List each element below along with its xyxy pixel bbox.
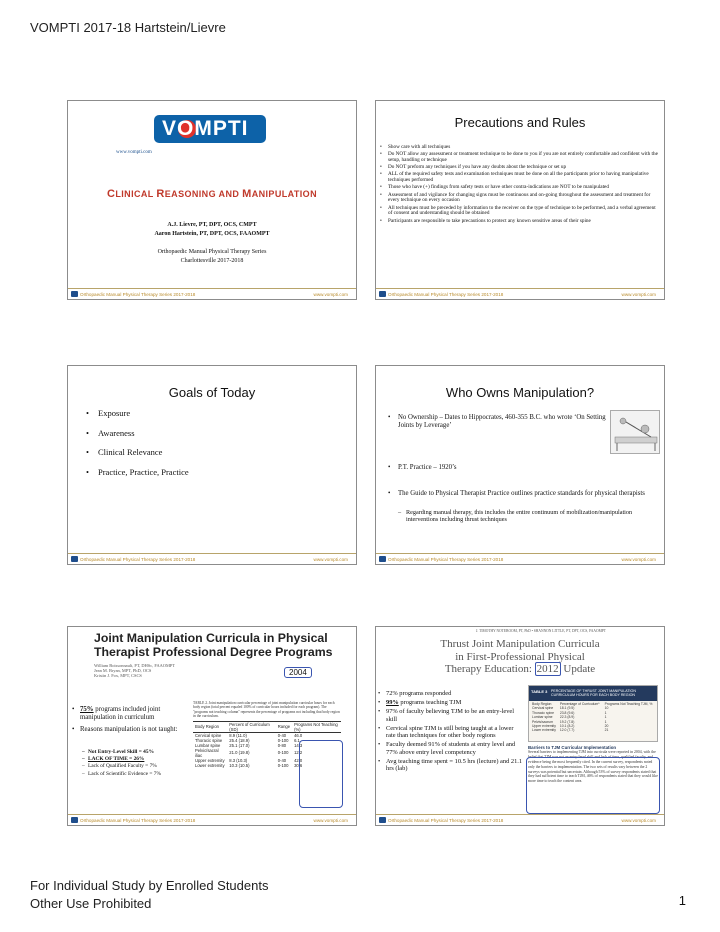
- article-title: Joint Manipulation Curricula in Physical Therapist Professional Degree Programs: [94, 631, 333, 659]
- page-footer-line2: Other Use Prohibited: [30, 896, 152, 911]
- slide4-title: Who Owns Manipulation?: [445, 385, 595, 400]
- table-label: TABLE 3: [531, 689, 548, 694]
- curriculum-table-2012: [528, 685, 658, 742]
- year-badge: 2012: [536, 663, 559, 675]
- who-owns-list-b: [388, 464, 653, 472]
- page-number: 1: [678, 893, 686, 908]
- page-footer-line1: For Individual Study by Enrolled Students: [30, 878, 269, 893]
- virginia-flag-icon: [379, 556, 386, 562]
- article-authors: J. TIMOTHY NOTEBOOM, PT, PhD • SHANNON LITTLE, PT, DPT, OCS, FAAOMPT: [476, 629, 606, 633]
- virginia-flag-icon: [379, 291, 386, 297]
- list-item: • Do NOT preform any techniques if you have any doubts about the technique or set up: [380, 165, 658, 171]
- virginia-flag-icon: [379, 817, 386, 823]
- list-subitem: – Lack of Qualified Faculty = 7%: [72, 763, 194, 770]
- slide-footer: Orthopaedic Manual Physical Therapy Series 2017-2018 www.vompti.com: [68, 814, 356, 825]
- list-item: • Practice, Practice, Practice: [86, 467, 336, 478]
- logo-url: www.vompti.com: [116, 150, 152, 155]
- slide-footer: Orthopaedic Manual Physical Therapy Series 2017-2018 www.vompti.com: [376, 288, 664, 299]
- vompti-logo: [154, 115, 266, 145]
- curricula-2004-list: [72, 706, 192, 737]
- excerpt-heading: Barriers to TJM Curricular Implementation: [528, 745, 617, 750]
- who-owns-list-c: [388, 490, 653, 498]
- table-row: Lower extremity 10.3 (10.5) 0-100 30.6: [195, 762, 303, 768]
- precautions-list: [380, 145, 658, 226]
- table-row: Thoracic spine 25.4 (18.9) 0-100 6.1: [195, 737, 300, 743]
- list-subitem: – LACK OF TIME = 26%: [72, 756, 194, 763]
- list-item: • Participants are responsible to take precautions to protect any known sensitive areas of their spine: [380, 219, 658, 225]
- table-row: Lower extremity 12.0 (7.7) 21: [532, 728, 609, 733]
- slide-2012-update: [375, 626, 665, 826]
- list-item: • Exposure: [86, 408, 336, 419]
- table-row: Cervical spine 8.9 (11.0) 0-40 46.0: [195, 732, 303, 738]
- year-badge: 2004: [284, 667, 312, 678]
- table-row: Pelvis/sacrum 19.2 (7.8) 1: [532, 719, 607, 724]
- slide-goals: [67, 365, 357, 565]
- list-subitem: – Not Entry-Level Skill = 45%: [72, 749, 194, 756]
- slide-2004-curricula: [67, 626, 357, 826]
- slide-footer: Orthopaedic Manual Physical Therapy Series 2017-2018 www.vompti.com: [376, 553, 664, 564]
- reasons-sublist: [72, 749, 194, 778]
- table-row: Thoracic spine 23.8 (9.6) 1: [532, 710, 607, 715]
- curricula-2012-list: [378, 690, 523, 774]
- list-item: • 99% programs teaching TJM: [378, 699, 523, 707]
- table-title: PERCENTAGE OF THRUST JOINT MANIPULATION CURRICULUM HOURS FOR EACH BODY REGION: [551, 689, 636, 698]
- highlight-box: [526, 757, 660, 814]
- virginia-flag-icon: [71, 291, 78, 297]
- list-item: • Do NOT allow any assessment or treatment technique to be done to you if you are not entirely comfortable and confident with the setup, handling or technique: [380, 152, 658, 164]
- slide2-title: Precautions and Rules: [454, 115, 586, 130]
- article-title: Thrust Joint Manipulation Curricula in First-Professional Physical Therapy Education: 2012 Update: [440, 638, 600, 675]
- list-item: • Avg teaching time spent = 10.5 hrs (lecture) and 21.1 hrs (lab): [378, 758, 523, 773]
- table-header-row: Body Region Percent of Curriculum (SD) Range Programs Not Teaching (%): [193, 721, 341, 732]
- slide-who-owns: [375, 365, 665, 565]
- slide-footer: Orthopaedic Manual Physical Therapy Series 2017-2018 www.vompti.com: [68, 288, 356, 299]
- list-item: • Assessment of and vigilance for changing signs must be continuous and on-going throughout the assessment and treatment for every technique on every occasion: [380, 193, 658, 205]
- table-header-row: Body Region Percentage of Curriculum* Programs Not Teaching TJM, %: [532, 702, 653, 706]
- virginia-flag-icon: [71, 556, 78, 562]
- table-row: Upper extremity 10.1 (8.2) 20: [532, 724, 609, 729]
- list-item: • Cervical spine TJM is still being taught at a lower rate than techniques for other body regions: [378, 725, 523, 740]
- slide1-title: CLINICAL REASONING AND MANIPULATION: [107, 188, 317, 200]
- highlight-box: [299, 740, 343, 808]
- list-item: • Faculty deemed 91% of students at entry level and 77% above entry level competency: [378, 741, 523, 756]
- who-owns-list-a: [388, 414, 613, 431]
- slide-precautions: [375, 100, 665, 300]
- list-item: • 75% programs included joint manipulation in curriculum: [72, 706, 192, 723]
- slide-footer: Orthopaedic Manual Physical Therapy Series 2017-2018 www.vompti.com: [68, 553, 356, 564]
- list-item: • Those who have (+) findings from safety tests or have other contra-indications are NOT to be manipulated: [380, 185, 658, 191]
- slide1-authors: A.J. Lievre, PT, DPT, OCS, CMPT Aaron Hartstein, PT, DPT, OCS, FAAOMPT: [154, 222, 270, 237]
- list-item: • P.T. Practice – 1920’s: [388, 464, 653, 472]
- table-row: Lumbar spine 25.1 (17.0) 0-80 14.3: [195, 742, 303, 748]
- goals-list: [86, 408, 336, 486]
- slide1-series: Orthopaedic Manual Physical Therapy Series Charlottesville 2017-2018: [157, 249, 267, 264]
- table-row: Cervical spine 18.1 (9.5) 10: [532, 706, 609, 711]
- list-item: • 72% programs responded: [378, 690, 523, 698]
- table-row: Upper extremity 8.3 (10.3) 0-40 42.0: [195, 757, 303, 763]
- list-item: • No Ownership – Dates to Hippocrates, 460-355 B.C. who wrote ‘On Setting Joints by Leverage’: [388, 414, 613, 431]
- list-item: • Reasons manipulation is not taught:: [72, 726, 192, 734]
- slide-title: [67, 100, 357, 300]
- list-item: • The Guide to Physical Therapist Practice outlines practice standards for physical therapists: [388, 490, 653, 498]
- slide3-title: Goals of Today: [168, 385, 256, 400]
- page-header: VOMPTI 2017-18 Hartstein/Lievre: [30, 20, 226, 35]
- list-item: • ALL of the required safety tests and examination techniques must be done on all the participants prior to having manipulative techniques performed: [380, 172, 658, 184]
- virginia-flag-icon: [71, 817, 78, 823]
- list-item: • Clinical Relevance: [86, 447, 336, 458]
- logo-text: VOMPTI: [162, 117, 249, 140]
- slide-footer: Orthopaedic Manual Physical Therapy Series 2017-2018 www.vompti.com: [376, 814, 664, 825]
- list-item: • 97% of faculty believing TJM to be an entry-level skill: [378, 708, 523, 723]
- table-row: Pelvic/sacral iliac 21.0 (19.8) 0-100 12.2: [195, 747, 303, 758]
- excerpt-body: Several barriers to implementing TJM into curricula were reported in 2004, with the belief that TJM was not an entry-level skill and lack of time, qualified faculty, and evidence being the most frequently cited. In the current survey, respondents noted only the barriers to implementation. The two sets of results vary between the 2 surveys was potential but uncertain. Although 53% of survey respondents stated that they had sufficient time to teach TJM, 46% of respondents stated that they would like more time to teach the content area.: [528, 750, 658, 784]
- list-item: • Awareness: [86, 428, 336, 439]
- table-row: Lumbar spine 22.3 (8.9) 1: [532, 715, 607, 720]
- table-caption: TABLE 2. Joint manipulation curricular percentage of joint manipulation curricular hours for each body region (total percent equaled 100% of curricular hours included for each program). The "programs not teaching column" represents the percentage of programs not including that body region in the curriculum.: [193, 701, 340, 719]
- list-subitem: – Regarding manual therapy, this includes the entire continuum of mobilization/manipulation interventions including thrust techniques: [388, 509, 643, 524]
- hippocrates-illustration: [610, 410, 660, 454]
- list-item: • Show care with all techniques: [380, 145, 658, 151]
- list-subitem: – Lack of Scientific Evidence = 7%: [72, 771, 194, 778]
- list-item: • All techniques must be preceded by information to the receiver on the type of technique to be performed, and a verbal agreement of consent and understanding should be obtained: [380, 206, 658, 218]
- article-authors: William Boissonnault, PT, DHSc, FAAOMPT Jean M. Bryan, MPT, PhD, OCS Kristin J. Fox, MPT, CSCS: [94, 663, 176, 679]
